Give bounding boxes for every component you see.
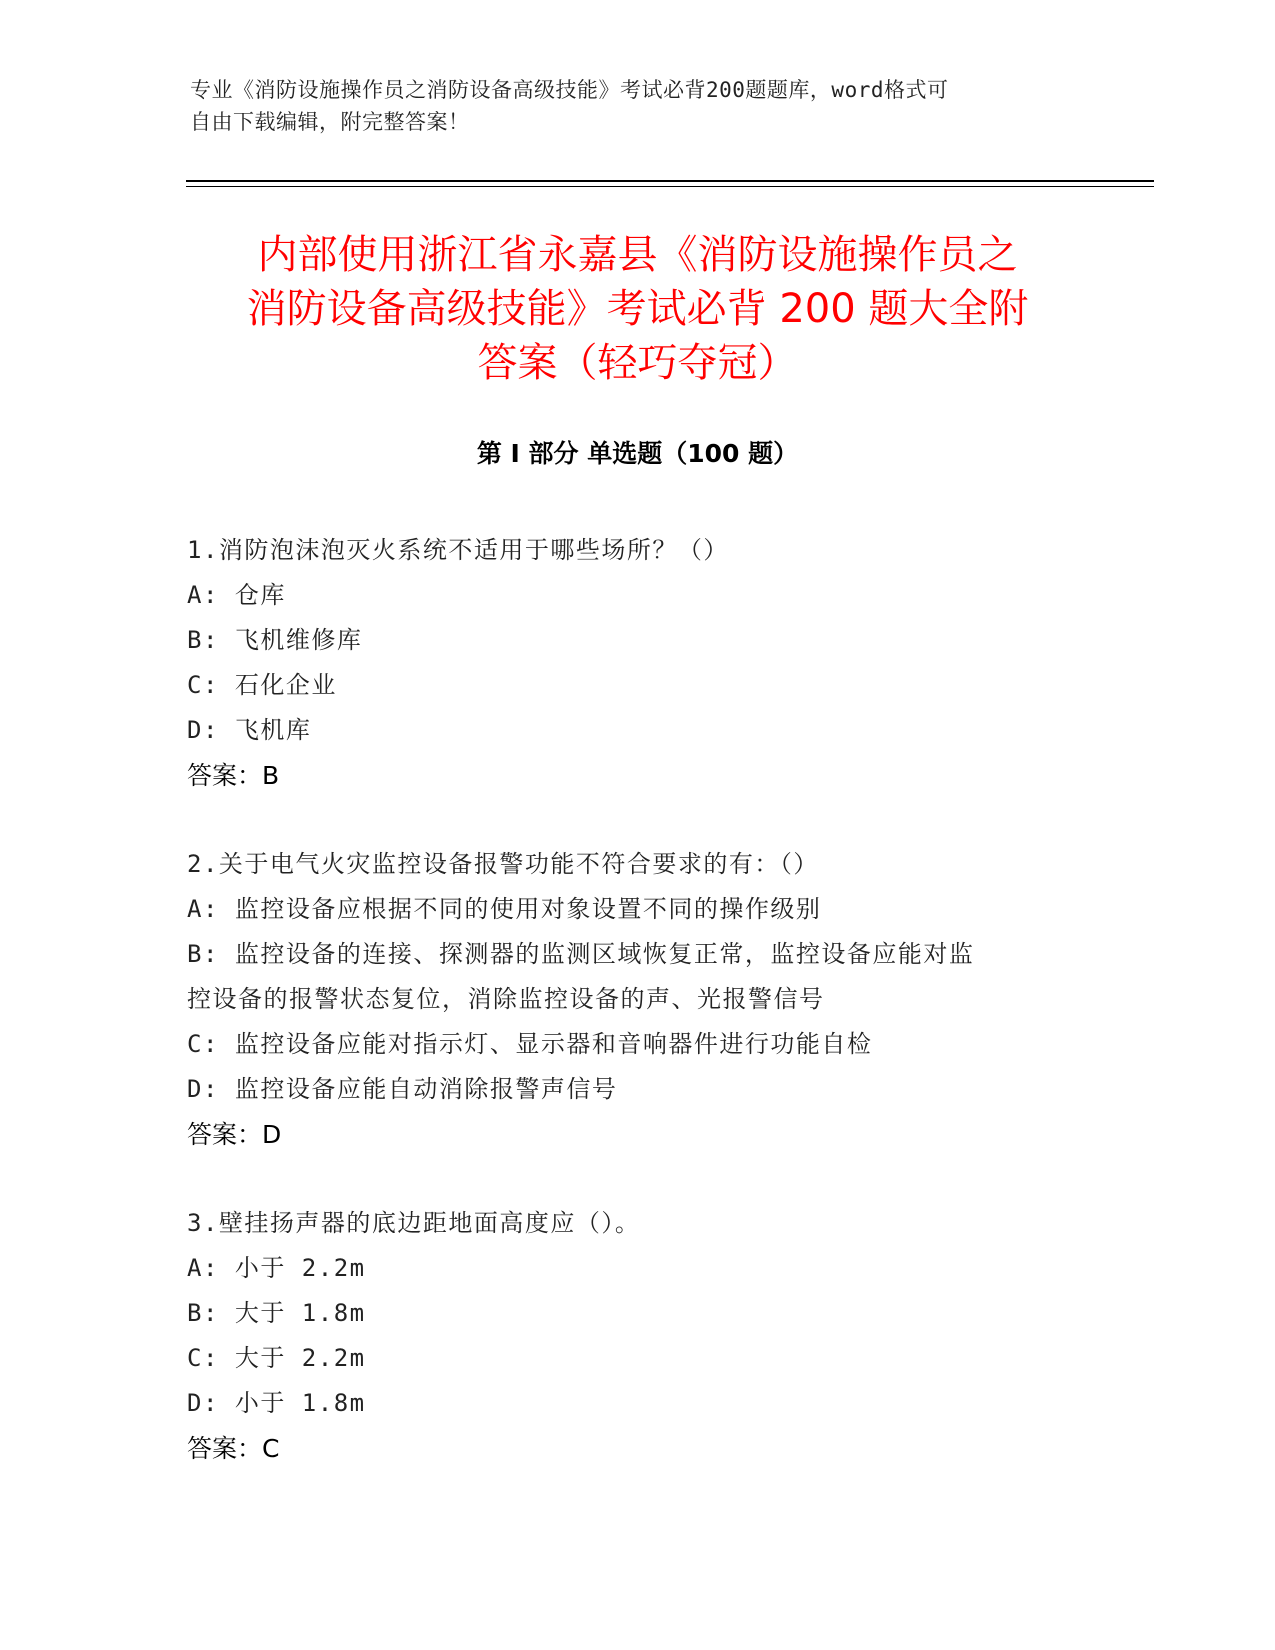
- option-b: B: 监控设备的连接、探测器的监测区域恢复正常，监控设备应能对监: [187, 940, 975, 968]
- option-b: B: 大于 1.8m: [187, 1299, 366, 1327]
- option-a: A: 仓库: [187, 581, 286, 609]
- question-stem: 1.消防泡沫泡灭火系统不适用于哪些场所？（）: [187, 536, 729, 564]
- option-c: C: 监控设备应能对指示灯、显示器和音响器件进行功能自检: [187, 1030, 873, 1058]
- header-note-line-2: 自由下载编辑，附完整答案！: [190, 110, 470, 134]
- question-list: [187, 528, 1087, 1515]
- question-2: [187, 842, 1087, 1157]
- option-d: D: 小于 1.8m: [187, 1389, 366, 1417]
- header-divider-thin: [186, 186, 1154, 187]
- answer: 答案：B: [187, 761, 280, 790]
- document-title-line-3: 答案（轻巧夺冠）: [477, 340, 798, 386]
- header-divider-thick: [186, 180, 1154, 182]
- option-d: D: 飞机库: [187, 716, 312, 744]
- option-b: B: 飞机维修库: [187, 626, 363, 654]
- option-c: C: 大于 2.2m: [187, 1344, 366, 1372]
- option-a: A: 小于 2.2m: [187, 1254, 366, 1282]
- question-3: [187, 1201, 1087, 1471]
- answer: 答案：D: [187, 1120, 282, 1149]
- document-title-line-1: 内部使用浙江省永嘉县《消防设施操作员之: [257, 232, 1018, 278]
- section-title: 第 I 部分 单选题（100 题）: [476, 439, 799, 468]
- option-c: C: 石化企业: [187, 671, 337, 699]
- document-title: [160, 228, 1115, 390]
- option-a: A: 监控设备应根据不同的使用对象设置不同的操作级别: [187, 895, 822, 923]
- document-title-line-2: 消防设备高级技能》考试必背 200 题大全附: [246, 286, 1029, 332]
- option-b-continued: 控设备的报警状态复位，消除监控设备的声、光报警信号: [187, 985, 825, 1013]
- question-1: [187, 528, 1087, 798]
- header-note: [190, 74, 1070, 138]
- option-d: D: 监控设备应能自动消除报警声信号: [187, 1075, 618, 1103]
- question-stem: 3.壁挂扬声器的底边距地面高度应（）。: [187, 1209, 641, 1237]
- header-note-line-1: 专业《消防设施操作员之消防设备高级技能》考试必背200题题库，word格式可: [190, 78, 949, 102]
- question-stem: 2.关于电气火灾监控设备报警功能不符合要求的有：（）: [187, 850, 819, 878]
- answer: 答案：C: [187, 1434, 280, 1463]
